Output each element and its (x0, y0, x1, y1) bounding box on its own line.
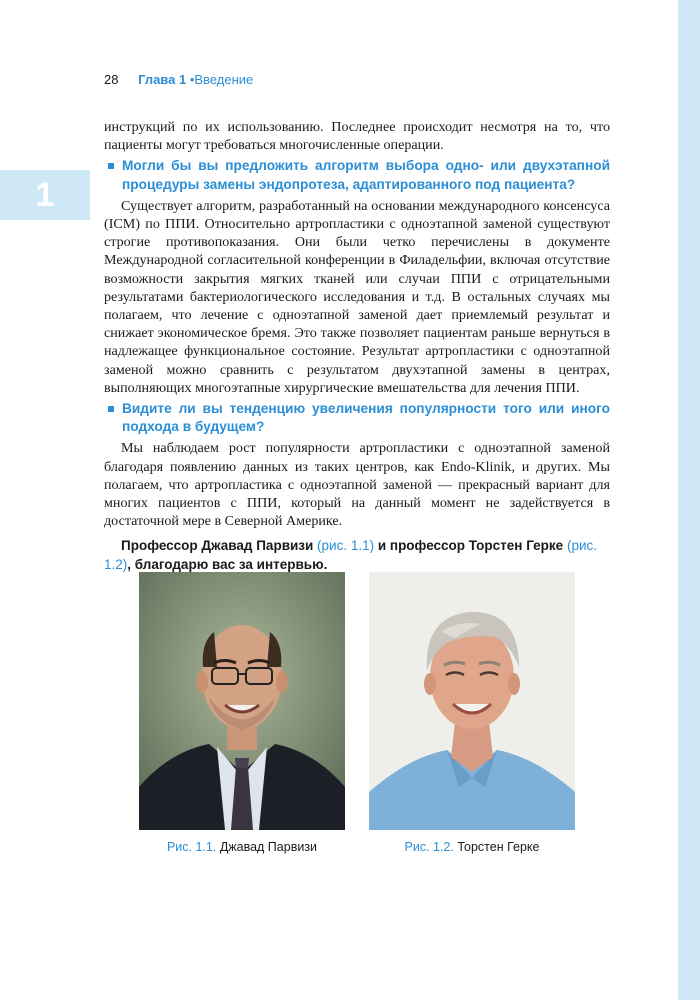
portrait-parvizi-image (139, 572, 345, 830)
closing-part-1: Профессор Джавад Парвизи (121, 538, 318, 554)
paragraph-3: Мы наблюдаем рост популярности артропластики с одноэтапной заменой благодаря появлению данных из таких центров, как Endo-Klinik, и других. Мы полагаем, что артропластика с одноэтапной заменой — прекрасный вариант для многих пациентов с ППИ, который на данный момент не задействуется в достаточной мере в Северной Америке. (104, 440, 610, 530)
section-title: •Введение (189, 72, 254, 87)
page-body (104, 118, 610, 574)
closing-thanks (104, 536, 610, 574)
question-1-text: Могли бы вы предложить алгоритм выбора одно- или двухэтапной процедуры замены эндопротеза, адаптированного под пациента? (122, 158, 610, 192)
figure-2-caption-text: Торстен Герке (457, 840, 540, 854)
figure-ref-2-link[interactable]: (рис. 1.2) (104, 538, 597, 573)
chapter-title: Глава 1 (138, 72, 187, 87)
paragraph-1: инструкций по их использованию. Последнее происходит несмотря на то, что пациенты могут требоваться многочисленные операции. (104, 119, 610, 154)
paragraph-2: Существует алгоритм, разработанный на основании международного консенсуса (ICM) по ППИ. Относительно артропластики с одноэтапной заменой существуют строгие противопоказания. Они были четко перечислены в документе Международной согласительной конференции в Филадельфии, включая отсутствие возможности закрытия мягких тканей или случаи ППИ с отрицательными результатами бактериологического исследования и т.д. В остальных случаях мы полагаем, что лечение с одноэтапной заменой дает приемлемый результат и снижает экономическое бремя. Это также позволяет пациентам раньше вернуться в надлежащее функциональное состояние. Результат артропластики с одноэтапной заменой можно сравнить с результатом двухэтапной замены в центрах, выполняющих многоэтапные хирургические вмешательства для лечения ППИ. (104, 197, 610, 396)
bullet-square-icon (108, 163, 114, 169)
closing-part-2: и профессор Торстен Герке (374, 538, 567, 554)
figure-1-photo (139, 572, 345, 830)
question-2 (104, 400, 610, 436)
bullet-square-icon (108, 406, 114, 412)
figure-1-caption (139, 840, 345, 854)
closing-part-3: , благодарю вас за интервью. (127, 557, 328, 573)
question-2-text: Видите ли вы тенденцию увеличения популярности того или иного подхода в будущем? (122, 401, 610, 435)
portrait-gehrke-image (369, 572, 575, 830)
figure-1-label: Рис. 1.1. (166, 840, 217, 854)
side-color-stripe (678, 0, 700, 1000)
figure-2-photo (369, 572, 575, 830)
figure-2-label: Рис. 1.2. (404, 840, 454, 854)
running-header (104, 72, 253, 87)
question-1 (104, 157, 610, 193)
page-number: 28 (104, 72, 119, 87)
figure-ref-1-link[interactable]: (рис. 1.1) (317, 538, 375, 554)
chapter-tab: 1 (0, 170, 90, 220)
figure-2-caption (369, 840, 575, 854)
figure-1-caption-text: Джавад Парвизи (219, 840, 318, 854)
